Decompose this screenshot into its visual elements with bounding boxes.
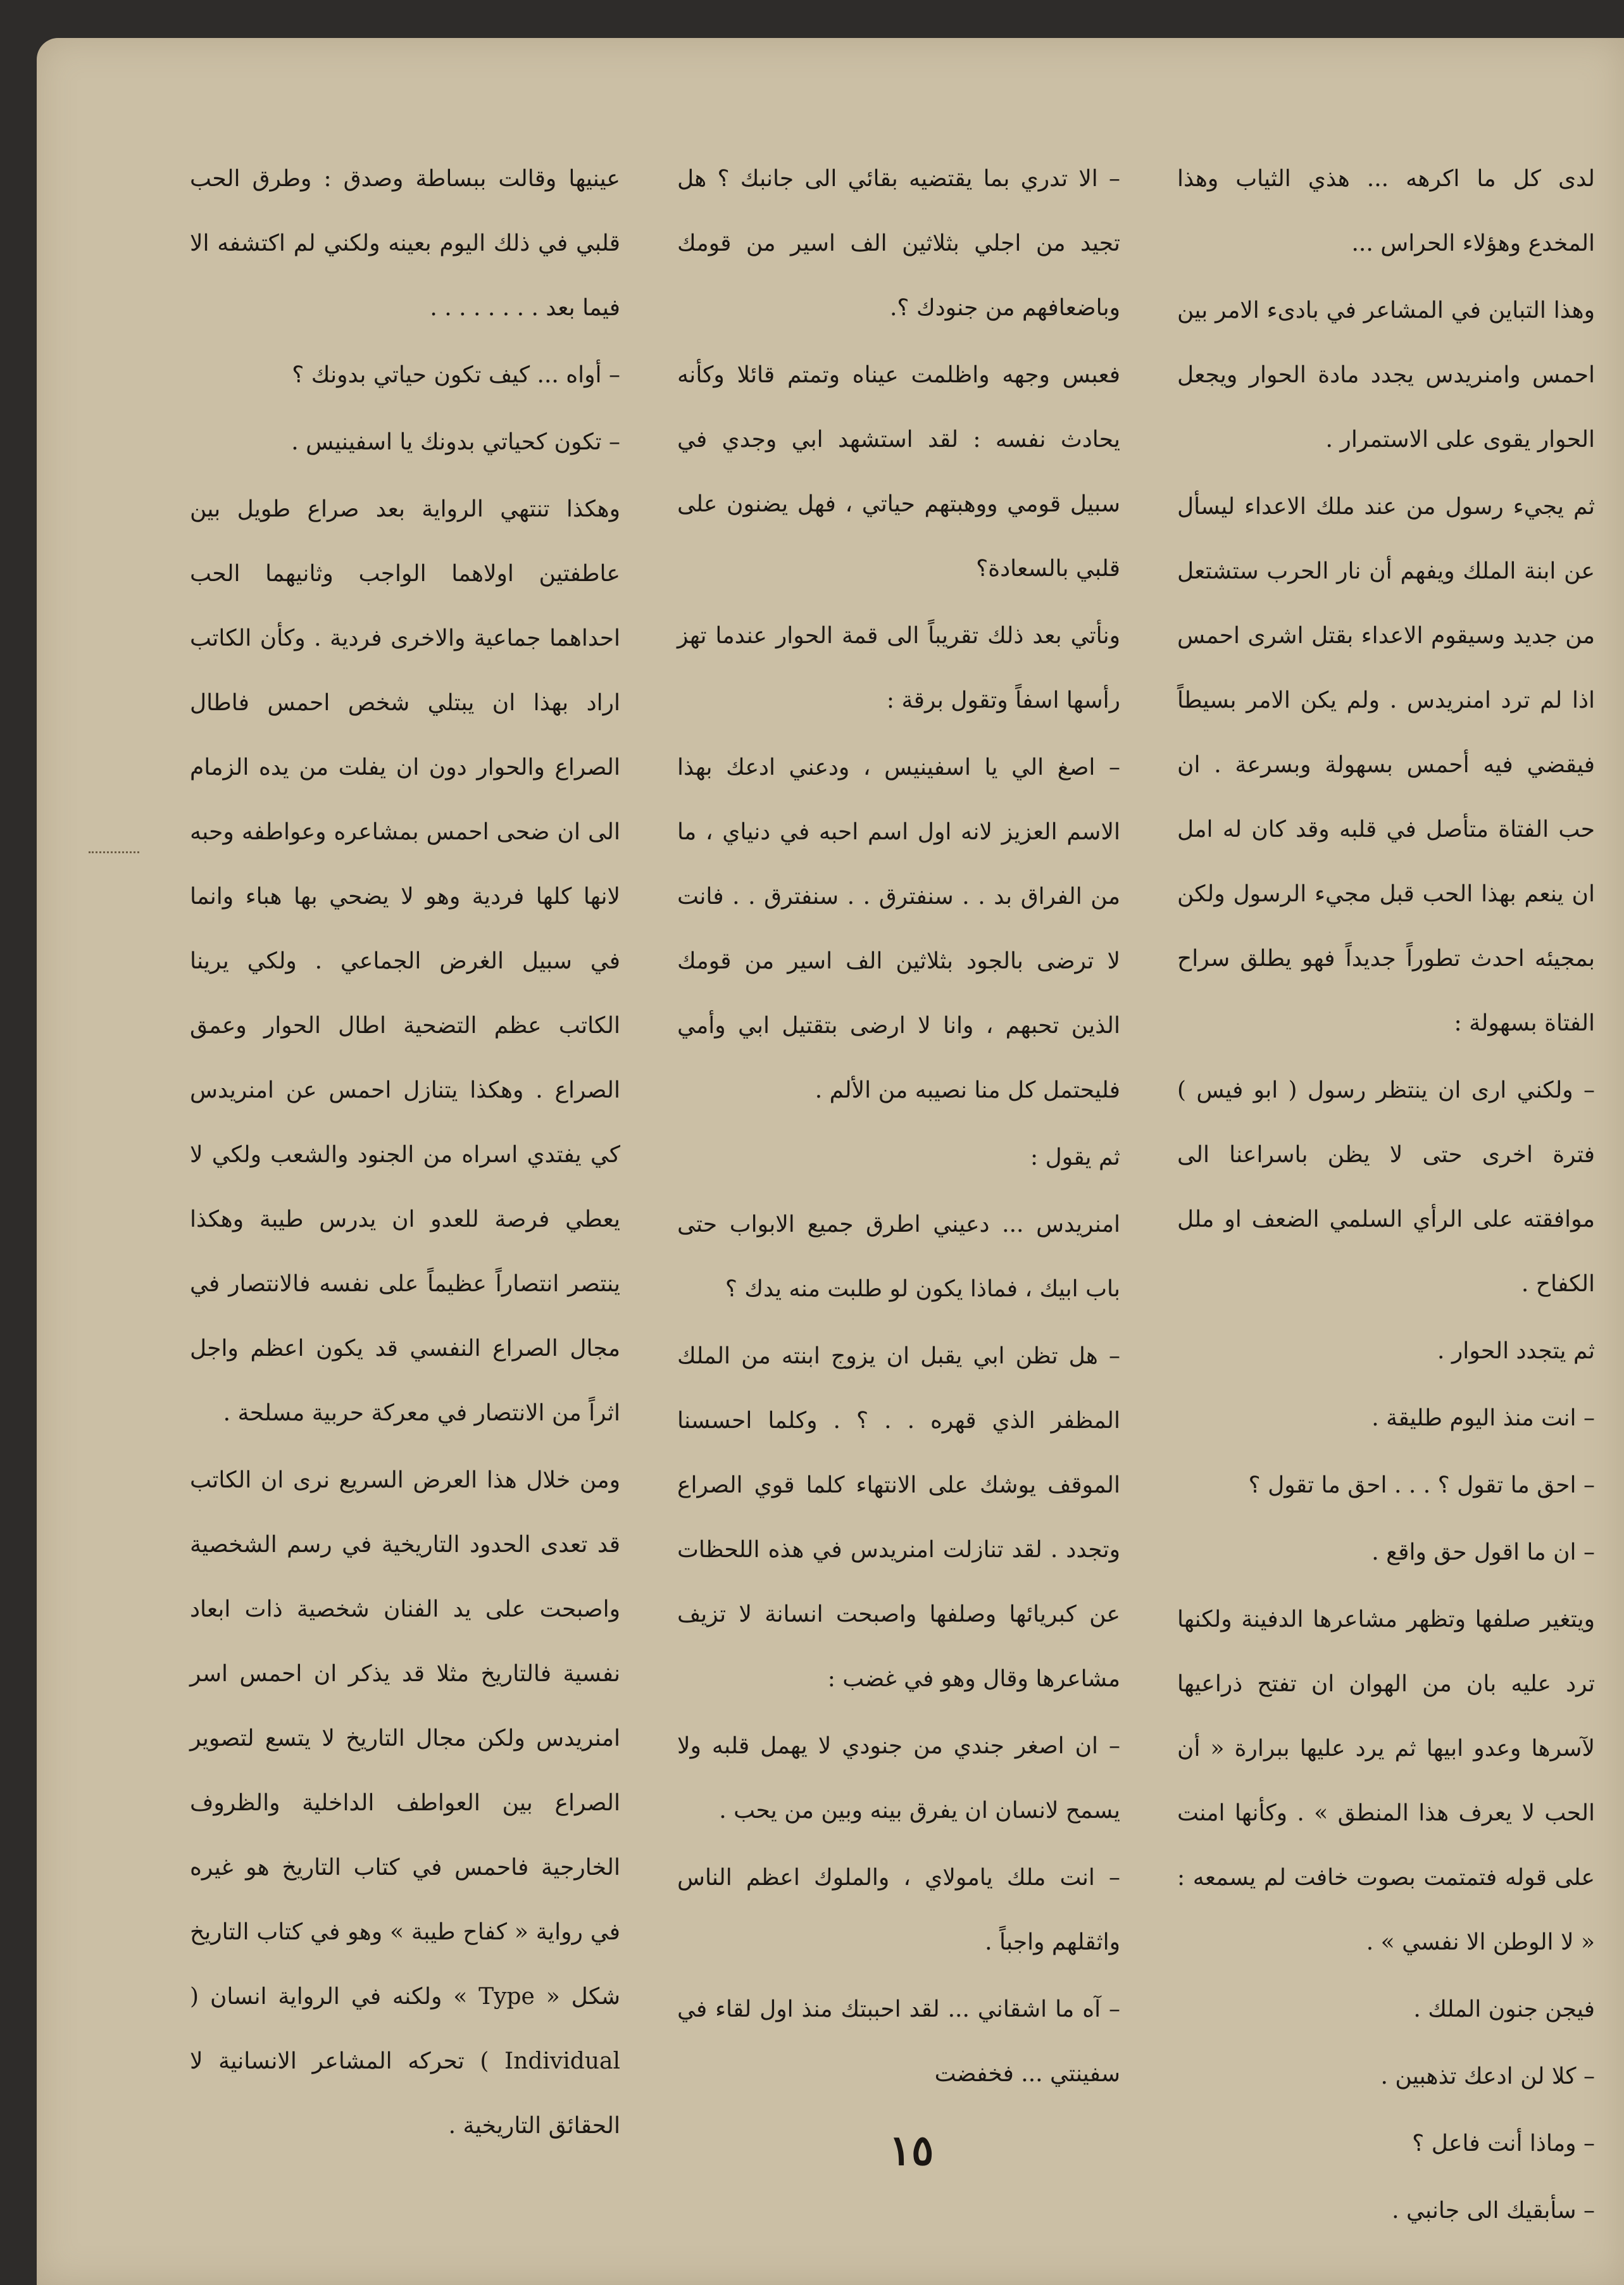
paragraph: ثم يتجدد الحوار . [1437, 1338, 1595, 1364]
paragraph: – سأبقيك الى جانبي . [1392, 2198, 1595, 2224]
paragraph: ونأتي بعد ذلك تقريباً الى قمة الحوار عندما تهز رأسها اسفاً وتقول برقة : [677, 623, 1120, 713]
paragraph: – انت منذ اليوم طليقة . [1371, 1405, 1595, 1431]
paragraph: – آه ما اشقاني ... لقد احببتك منذ اول لقاء في سفينتي ... فخفضت [677, 1996, 1120, 2087]
column-middle [677, 147, 1120, 2087]
paragraph: – ان ما اقول حق واقع . [1371, 1539, 1595, 1565]
paragraph: – احق ما تقول ؟ . . . احق ما تقول ؟ [1248, 1472, 1595, 1498]
paragraph: فعبس وجهه واظلمت عيناه وتمتم قائلا وكأنه يحادث نفسه : لقد استشهد ابي وجدي في سبيل قومي ووهبتهم حياتي ، فهل يضنون على قلبي بالسعادة؟ [677, 362, 1120, 582]
paragraph: – تكون كحياتي بدونك يا اسفينيس . [291, 429, 620, 455]
column-right [1177, 147, 1595, 2224]
fold-mark [89, 851, 139, 853]
column-left [190, 147, 620, 2139]
paragraph: ويتغير صلفها وتظهر مشاعرها الدفينة ولكنها ترد عليه بان من الهوان ان تفتح ذراعيها لآسرها وعدو ابيها ثم يرد عليها ببرارة « أن الحب لا يعرف هذا المنطق » . وكأنها امنت على قوله فتمتمت بصوت خافت لم يسمعه : « لا الوطن الا نفسي » . [1177, 1606, 1595, 1955]
paragraph: – كلا لن ادعك تذهبين . [1380, 2063, 1595, 2089]
page-number: ١٥ [889, 2125, 934, 2175]
paragraph: ثم يجيء رسول من عند ملك الاعداء ليسأل عن ابنة الملك ويفهم أن نار الحرب ستشتعل من جديد وسيقوم الاعداء بقتل اشرى احمس اذا لم ترد امنريدس . ولم يكن الامر بسيطاً فيقضي فيه أحمس بسهولة وبسرعة . ان حب الفتاة متأصل في قلبه وقد كان له امل ان ينعم بهذا الحب قبل مجيء الرسول ولكن بمجيئه احدث تطوراً جديداً فهو يطلق سراح الفتاة بسهولة : [1177, 494, 1595, 1036]
paragraph: – ولكني ارى ان ينتظر رسول ( ابو فيس ) فترة اخرى حتى لا يظن باسراعنا الى موافقته على الرأي السلمي الضعف او ملل الكفاح . [1177, 1077, 1595, 1297]
paragraph: – اصغ الي يا اسفينيس ، ودعني ادعك بهذا الاسم العزيز لانه اول اسم احبه في دنياي ، ما من الفراق بد . . سنفترق . . سنفترق . . فانت لا ترضى بالجود بثلاثين الف اسير من قومك الذين تحبهم ، وانا لا ارضى بتقتيل ابي وأمي فليحتمل كل منا نصيبه من الألم . [677, 754, 1120, 1103]
paragraph: فيجن جنون الملك . [1413, 1996, 1595, 2022]
paragraph: وهذا التباين في المشاعر في بادىء الامر بين احمس وامنريدس يجدد مادة الحوار ويجعل الحوار يقوى على الاستمرار . [1177, 297, 1595, 453]
paragraph: ومن خلال هذا العرض السريع نرى ان الكاتب قد تعدى الحدود التاريخية في رسم الشخصية واصبحت على يد الفنان شخصية ذات ابعاد نفسية فالتاريخ مثلا قد يذكر ان احمس اسر امنريدس ولكن مجال التاريخ لا يتسع لتصوير الصراع بين العواطف الداخلية والظروف الخارجية فاحمس في كتاب التاريخ هو غيره في رواية « كفاح طيبة » وهو في كتاب التاريخ شكل « Type » ولكنه في الرواية انسان ( Individual ) تحركه المشاعر الانسانية لا الحقائق التاريخية . [190, 1467, 620, 2139]
paragraph: وهكذا تنتهي الرواية بعد صراع طويل بين عاطفتين اولاهما الواجب وثانيهما الحب احداهما جماعية والاخرى فردية . وكأن الكاتب اراد بهذا ان يبتلي شخص احمس فاطال الصراع والحوار دون ان يفلت من يده الزمام الى ان ضحى احمس بمشاعره وعواطفه وحبه لانها كلها فردية وهو لا يضحي بها هباء وانما في سبيل الغرض الجماعي . ولكي يرينا الكاتب عظم التضحية اطال الحوار وعمق الصراع . وهكذا يتنازل احمس عن امنريدس كي يفتدي اسراه من الجنود والشعب ولكي لا يعطي فرصة للعدو ان يدرس طيبة وهكذا ينتصر انتصاراً عظيماً على نفسه فالانتصار في مجال الصراع النفسي قد يكون اعظم واجل اثراً من الانتصار في معركة حربية مسلحة . [190, 496, 620, 1426]
paragraph: لدى كل ما اكرهه ... هذي الثياب وهذا المخدع وهؤلاء الحراس ... [1177, 166, 1595, 256]
paragraph: ثم يقول : [1030, 1144, 1120, 1170]
paragraph: امنريدس ... دعيني اطرق جميع الابواب حتى باب ابيك ، فماذا يكون لو طلبت منه يدك ؟ [677, 1211, 1120, 1302]
paragraph: – وماذا أنت فاعل ؟ [1412, 2131, 1595, 2157]
paragraph: – الا تدري بما يقتضيه بقائي الى جانبك ؟ هل تجيد من اجلي بثلاثين الف اسير من قومك وباضعافهم من جنودك ؟. [677, 166, 1120, 321]
paragraph: عينيها وقالت ببساطة وصدق : وطرق الحب قلبي في ذلك اليوم بعينه ولكني لم اكتشفه الا فيما بعد . . . . . . . . [190, 166, 620, 321]
paragraph: – ان اصغر جندي من جنودي لا يهمل قلبه ولا يسمح لانسان ان يفرق بينه وبين من يحب . [677, 1733, 1120, 1824]
paragraph: – أواه ... كيف تكون حياتي بدونك ؟ [292, 362, 620, 388]
paragraph: – هل تظن ابي يقبل ان يزوج ابنته من الملك المظفر الذي قهره . . ؟ . وكلما احسسنا الموقف يوشك على الانتهاء كلما قوي الصراع وتجدد . لقد تنازلت امنريدس في هذه اللحظات عن كبريائها وصلفها واصبحت انسانة لا تزيف مشاعرها وقال وهو في غضب : [677, 1343, 1120, 1692]
paragraph: – انت ملك يامولاي ، والملوك اعظم الناس واثقلهم واجباً . [677, 1865, 1120, 1955]
